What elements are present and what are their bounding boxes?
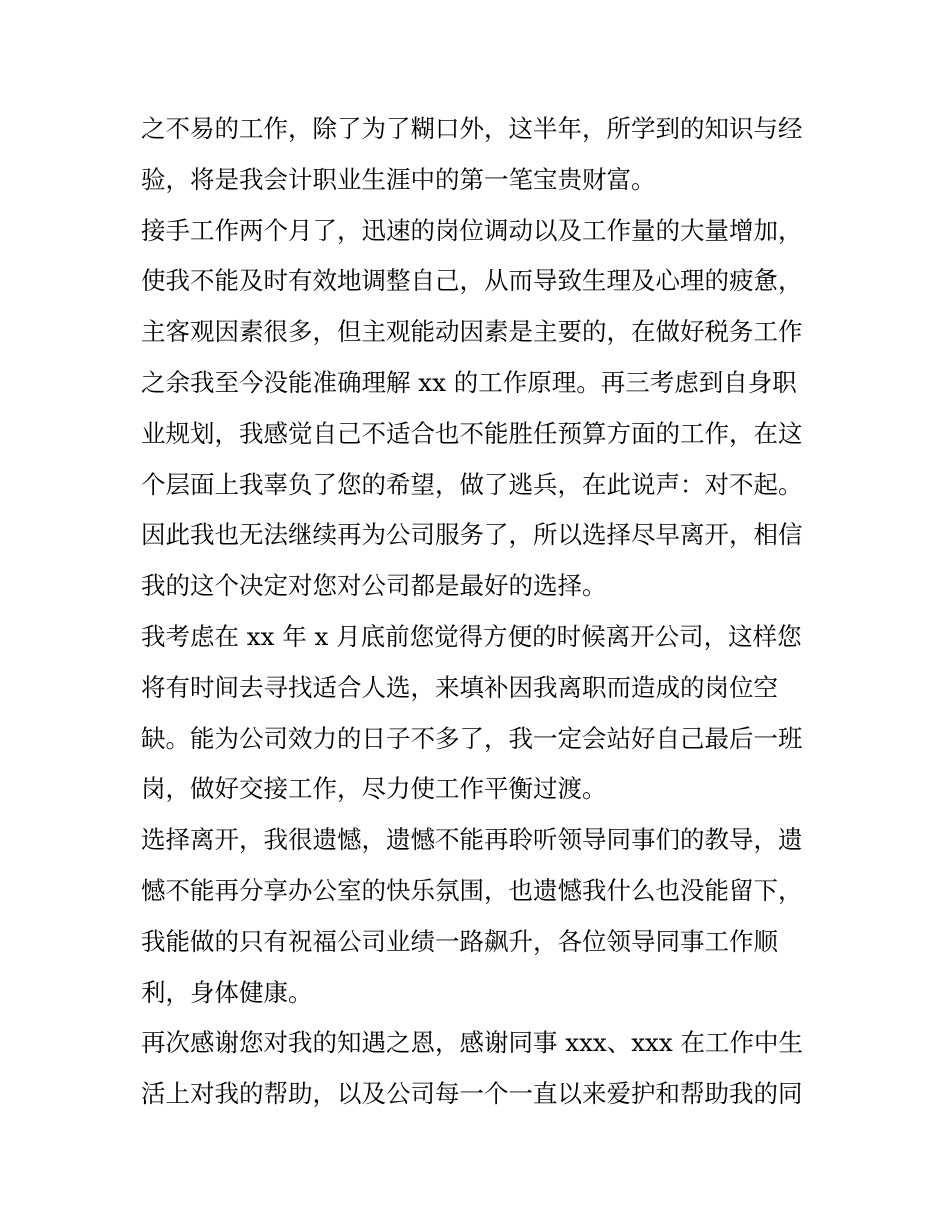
letter-body — [141, 104, 821, 1120]
text-line: 我能做的只有祝福公司业绩一路飙升，各位领导同事工作顺 — [141, 926, 778, 956]
text-line: 个层面上我辜负了您的希望，做了逃兵，在此说声：对不起。 — [141, 469, 803, 499]
text-line: 接手工作两个月了，迅速的岗位调动以及工作量的大量增加， — [141, 215, 803, 245]
text-line: 将有时间去寻找适合人选，来填补因我离职而造成的岗位空 — [141, 672, 778, 702]
text-line: 使我不能及时有效地调整自己，从而导致生理及心理的疲惫， — [141, 266, 803, 296]
text-line: 缺。能为公司效力的日子不多了，我一定会站好自己最后一班 — [141, 723, 803, 753]
text-line: 业规划，我感觉自己不适合也不能胜任预算方面的工作，在这 — [141, 418, 803, 448]
text-line: 主客观因素很多，但主观能动因素是主要的，在做好税务工作 — [141, 317, 803, 347]
text-line: 选择离开，我很遗憾，遗憾不能再聆听领导同事们的教导，遗 — [141, 825, 803, 855]
text-line: 验，将是我会计职业生涯中的第一笔宝贵财富。 — [141, 164, 656, 194]
text-line: 因此我也无法继续再为公司服务了，所以选择尽早离开，相信 — [141, 520, 803, 550]
text-line: 之不易的工作，除了为了糊口外，这半年，所学到的知识与经 — [141, 114, 803, 143]
text-line: 之余我至今没能准确理解 xx 的工作原理。再三考虑到自身职 — [141, 367, 797, 397]
text-line: 再次感谢您对我的知遇之恩，感谢同事 xxx、xxx 在工作中生 — [141, 1028, 803, 1058]
text-line: 我考虑在 xx 年 x 月底前您觉得方便的时候离开公司，这样您 — [141, 621, 802, 651]
text-line: 利，身体健康。 — [141, 977, 313, 1007]
text-line: 岗，做好交接工作，尽力使工作平衡过渡。 — [141, 774, 607, 804]
text-line: 憾不能再分享办公室的快乐氛围，也遗憾我什么也没能留下， — [141, 875, 803, 905]
text-line: 活上对我的帮助，以及公司每一个一直以来爱护和帮助我的同 — [141, 1079, 803, 1109]
text-line: 我的这个决定对您对公司都是最好的选择。 — [141, 571, 607, 601]
